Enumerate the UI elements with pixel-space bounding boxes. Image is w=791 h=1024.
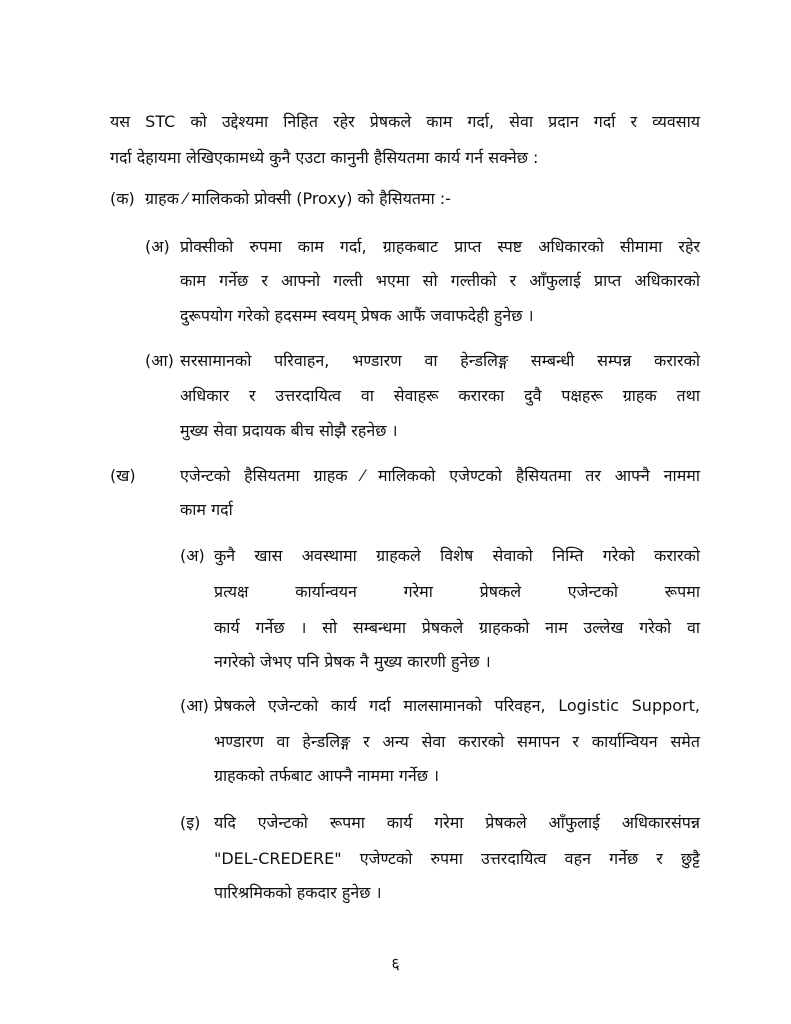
intro-line-2: गर्दा देहायमा लेखिएकामध्ये कुनै एउटा कानुनी हैसियतमा कार्य गर्न सक्नेछ : — [110, 148, 539, 167]
intro-line-1: यस STC को उद्देश्यमा निहित रहेर प्रेषकले काम गर्दा, सेवा प्रदान गर्दा र व्यवसाय — [110, 112, 700, 131]
section-kha-item-a-marker: (अ) — [180, 546, 205, 565]
section-ka-heading: ग्राहक ⁄ मालिकको प्रोक्सी (Proxy) को हैसियतमा :- — [145, 189, 451, 208]
section-kha-item-aa-line-1: प्रेषकले एजेन्टको कार्य गर्दा मालसामानको परिवहन, Logistic Support, — [214, 696, 700, 715]
section-kha-marker: (ख) — [110, 466, 136, 485]
section-kha-item-a-line-3: कार्य गर्नेछ । सो सम्बन्धमा प्रेषकले ग्राहकको नाम उल्लेख गरेको वा — [214, 618, 700, 637]
section-ka-item-a-line-1: प्रोक्सीको रुपमा काम गर्दा, ग्राहकबाट प्राप्त स्पष्ट अधिकारको सीमामा रहेर — [180, 237, 700, 256]
section-ka-item-a-line-3: दुरूपयोग गरेको हदसम्म स्वयम् प्रेषक आफैं जवाफदेही हुनेछ । — [180, 306, 534, 325]
section-kha-item-aa-line-3: ग्राहकको तर्फबाट आफ्नै नाममा गर्नेछ । — [214, 766, 440, 785]
section-kha-item-aa-line-2: भण्डारण वा हेन्डलिङ्ग र अन्य सेवा करारको समापन र कार्यान्वियन समेत — [214, 732, 700, 751]
section-ka-item-aa-line-3: मुख्य सेवा प्रदायक बीच सोझै रहनेछ । — [180, 421, 398, 440]
section-kha-item-a-line-1: कुनै खास अवस्थामा ग्राहकले विशेष सेवाको निम्ति गरेको करारको — [214, 546, 700, 565]
section-kha-item-i-line-1: यदि एजेन्टको रूपमा कार्य गरेमा प्रेषकले आँफुलाई अधिकारसंपन्न — [214, 813, 700, 832]
section-kha-item-i-marker: (इ) — [180, 813, 201, 832]
section-kha-heading-line-1: एजेन्टको हैसियतमा ग्राहक ⁄ मालिकको एजेण्टको हैसियतमा तर आफ्नै नाममा — [180, 466, 700, 485]
page-number: ६ — [391, 954, 400, 973]
section-kha-item-a-line-4: नगरेको जेभए पनि प्रेषक नै मुख्य कारणी हुनेछ । — [214, 652, 491, 671]
section-kha-item-aa-marker: (आ) — [180, 696, 209, 715]
section-ka-item-aa-line-2: अधिकार र उत्तरदायित्व वा सेवाहरू करारका दुवै पक्षहरू ग्राहक तथा — [180, 386, 700, 405]
section-ka-item-aa-line-1: सरसामानको परिवाहन, भण्डारण वा हेन्डलिङ्ग सम्बन्धी सम्पन्न करारको — [180, 351, 700, 370]
section-kha-heading-line-2: काम गर्दा — [180, 500, 233, 519]
section-kha-item-i-line-2: "DEL-CREDERE" एजेण्टको रुपमा उत्तरदायित्व वहन गर्नेछ र छुट्टै — [214, 849, 700, 868]
section-ka-item-a-line-2: काम गर्नेछ र आफ्नो गल्ती भएमा सो गल्तीको र आँफुलाई प्राप्त अधिकारको — [180, 271, 700, 290]
section-ka-item-aa-marker: (आ) — [145, 351, 174, 370]
section-kha-item-i-line-3: पारिश्रमिकको हकदार हुनेछ । — [214, 883, 382, 902]
section-kha-item-a-line-2: प्रत्यक्ष कार्यान्वयन गरेमा प्रेषकले एजेन्टको रूपमा — [214, 582, 700, 601]
section-ka-marker: (क) — [110, 189, 135, 208]
section-ka-item-a-marker: (अ) — [145, 237, 170, 256]
